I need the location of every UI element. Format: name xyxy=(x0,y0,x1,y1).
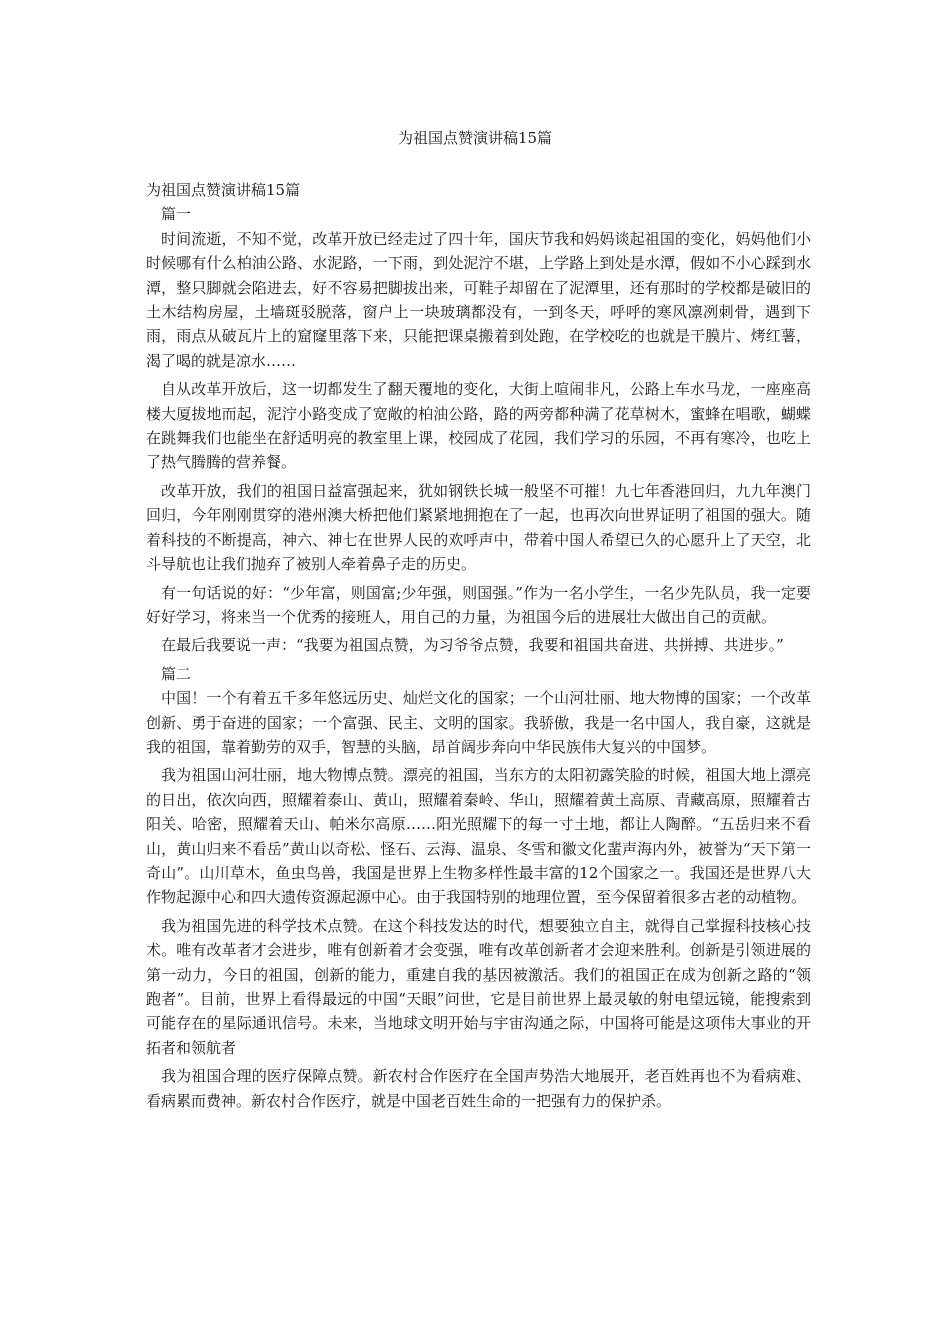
paragraph: 有一句话说的好：“少年富，则国富;少年强，则国强。”作为一名小学生，一名少先队员，我一定要好好学习，将来当一个优秀的接班人，用自己的力量，为祖国今后的进展壮大做出自己的贡献。 xyxy=(146,583,811,626)
paragraph: 时间流逝，不知不觉，改革开放已经走过了四十年，国庆节我和妈妈谈起祖国的变化，妈妈他们小时候哪有什么柏油公路、水泥路，一下雨，到处泥泞不堪，上学路上到处是水潭，假如不小心踩到水潭，整只脚就会陷进去，好不容易把脚拔出来，可鞋子却留在了泥潭里，还有那时的学校都是破旧的土木结构房屋，土墙斑驳脱落，窗户上一块玻璃都没有，一到冬天，呼呼的寒风凛冽刺骨，遇到下雨，雨点从破瓦片上的窟窿里落下来，只能把课桌搬着到处跑，在学校吃的也就是干膜片、烤红薯，渴了喝的就是凉水…… xyxy=(146,229,811,370)
paragraph: 我为祖国先进的科学技术点赞。在这个科技发达的时代，想要独立自主，就得自己掌握科技核心技术。唯有改革者才会进步，唯有创新着才会变强，唯有改革创新者才会迎来胜利。创新是引领进展的第一动力，今日的祖国，创新的能力，重建自我的基因被激活。我们的祖国正在成为创新之路的“领跑者”。目前，世界上看得最远的中国“天眼”问世，它是目前世界上最灵敏的射电望远镜，能搜索到可能存在的星际通讯信号。未来，当地球文明开始与宇宙沟通之际，中国将可能是这项伟大事业的开拓者和领航者 xyxy=(146,916,811,1057)
document-title: 为祖国点赞演讲稿15篇 xyxy=(397,129,553,147)
document-body xyxy=(146,178,811,1113)
section-heading: 篇二 xyxy=(161,664,192,683)
section-heading: 篇一 xyxy=(161,205,192,224)
paragraph: 我为祖国合理的医疗保障点赞。新农村合作医疗在全国声势浩大地展开，老百姓再也不为看病难、看病累而费神。新农村合作医疗，就是中国老百姓生命的一把强有力的保护杀。 xyxy=(146,1067,811,1110)
paragraph: 改革开放，我们的祖国日益富强起来，犹如钢铁长城一般坚不可摧！九七年香港回归，九九年澳门回归，今年刚刚贯穿的港州澳大桥把他们紧紧地拥抱在了一起，也再次向世界证明了祖国的强大。随着科技的不断提高，神六、神七在世界人民的欢呼声中，带着中国人希望已久的心愿升上了天空，北斗导航也让我们抛弃了被别人牵着鼻子走的历史。 xyxy=(146,481,811,574)
paragraph: 自从改革开放后，这一切都发生了翻天覆地的变化，大街上喧闹非凡，公路上车水马龙，一座座高楼大厦拔地而起，泥泞小路变成了宽敞的柏油公路，路的两旁都种满了花草树木，蜜蜂在唱歌，蝴蝶在跳舞我们也能坐在舒适明亮的教室里上课，校园成了花园，我们学习的乐园，不再有寒冷，也吃上了热气腾腾的营养餐。 xyxy=(146,380,811,472)
paragraph: 中国！一个有着五千多年悠远历史、灿烂文化的国家；一个山河壮丽、地大物博的国家；一个改革创新、勇于奋进的国家；一个富强、民主、文明的国家。我骄傲，我是一名中国人，我自豪，这就是我的祖国，靠着勤劳的双手，智慧的头脑，昂首阔步奔向中华民族伟大复兴的中国梦。 xyxy=(146,689,811,756)
paragraph: 我为祖国山河壮丽，地大物博点赞。漂亮的祖国，当东方的太阳初露笑脸的时候，祖国大地上漂亮的日出，依次向西，照耀着泰山、黄山，照耀着秦岭、华山，照耀着黄土高原、青藏高原，照耀着古阳关、哈密，照耀着天山、帕米尔高原……阳光照耀下的每一寸土地，都让人陶醉。“五岳归来不看山，黄山归来不看岳”黄山以奇松、怪石、云海、温泉、冬雪和徽文化蜚声海内外，被誉为“天下第一奇山”。山川草木，鱼虫鸟兽，我国是世界上生物多样性最丰富的12个国家之一。我国还是世界八大作物起源中心和四大遗传资源起源中心。由于我国特别的地理位置，至今保留着很多古老的动植物。 xyxy=(146,766,811,907)
document-subtitle: 为祖国点赞演讲稿15篇 xyxy=(146,181,301,199)
paragraph: 在最后我要说一声：“我要为祖国点赞，为习爷爷点赞，我要和祖国共奋进、共拼搏、共进步。” xyxy=(161,636,784,655)
